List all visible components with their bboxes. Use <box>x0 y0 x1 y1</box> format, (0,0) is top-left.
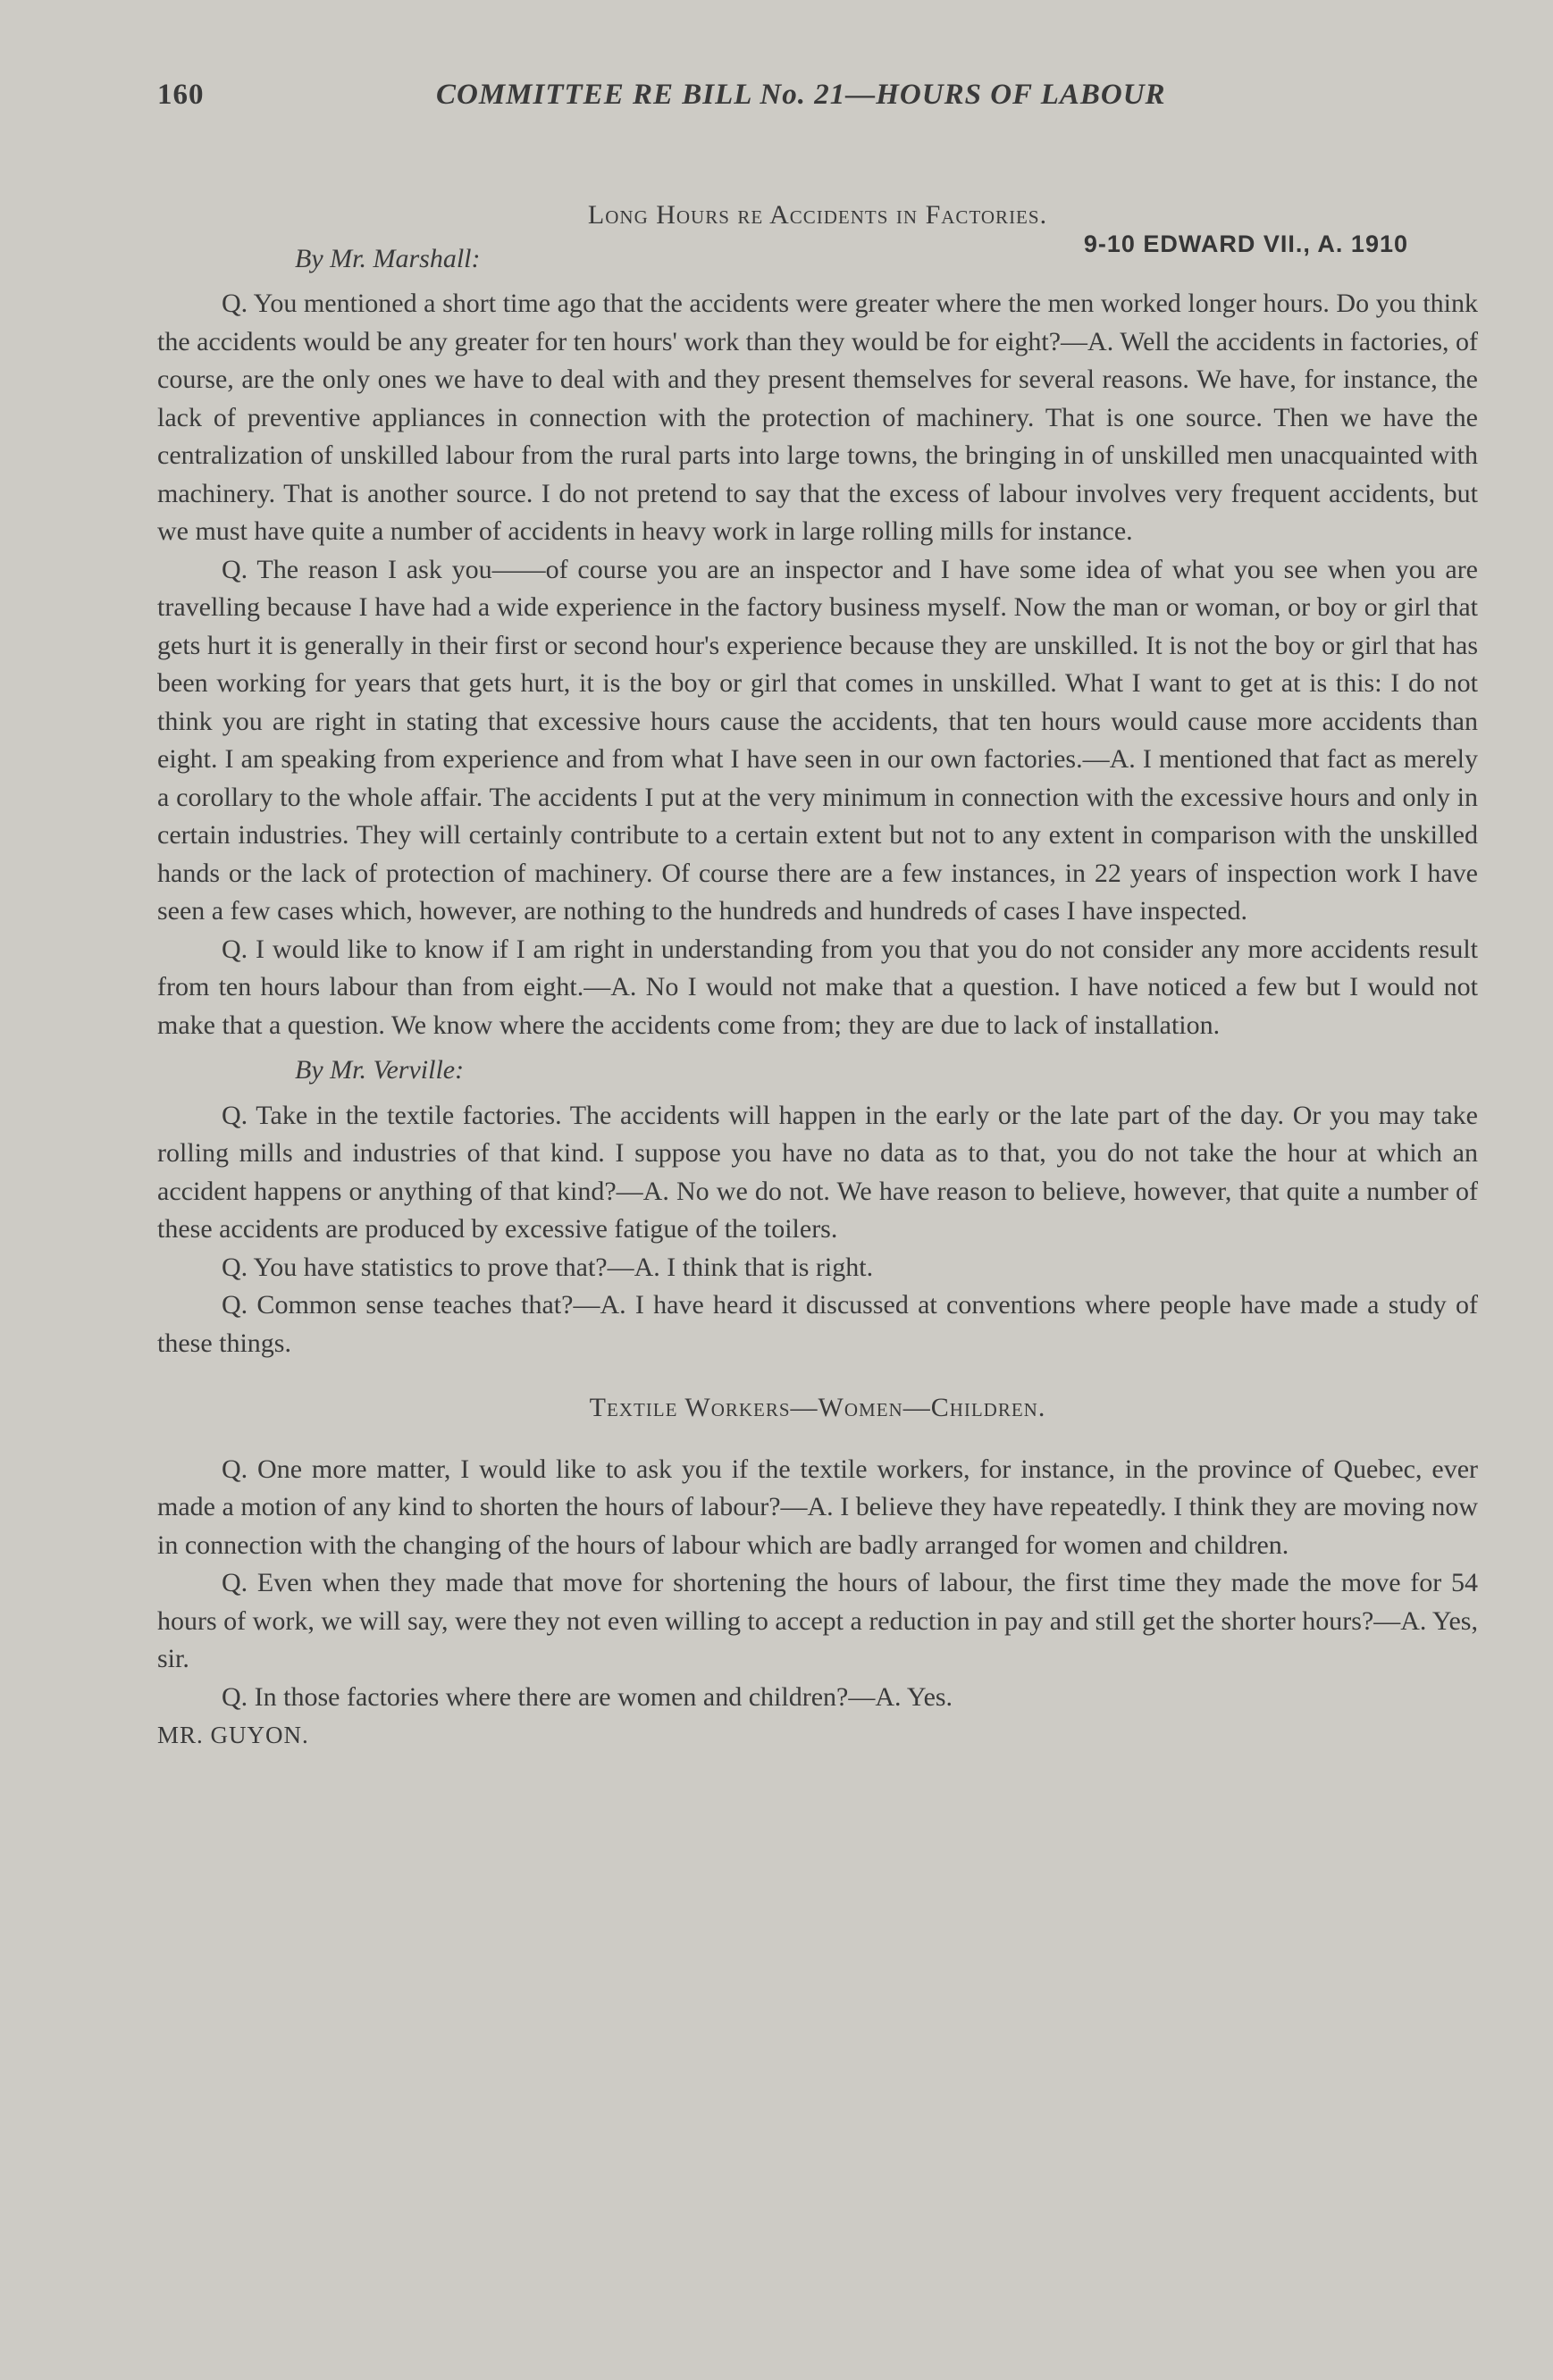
speaker-marshall: By Mr. Marshall: <box>295 243 481 273</box>
section-heading-textile: Textile Workers—Women—Children. <box>589 1393 1046 1422</box>
testimony-paragraph: Q. Take in the textile factories. The accidents will happen in the early or the late part of the day. Or you may take rolling mills and industries of that kind. I suppose you have no data as to that, you do not take the hour at which an accident happens or anything of that kind?—A. No we do not. We have reason to believe, however, that quite a number of these accidents are produced by excessive fatigue of the toilers. <box>157 1100 1478 1244</box>
testimony-paragraph: Q. The reason I ask you——of course you are an inspector and I have some idea of what you see when you are travelling because I have had a wide experience in the factory business myself. Now the man or woman, or boy or girl that gets hurt it is generally in their first or second hour's experience because they are unskilled. It is not the boy or girl that has been working for years that gets hurt, it is the boy or girl that comes in unskilled. What I want to get at is this: I do not think you are right in stating that excessive hours cause the accidents, that ten hours would cause more accidents than eight. I am speaking from experience and from what I have seen in our own factories.—A. I mentioned that fact as merely a corollary to the whole affair. The accidents I put at the very minimum in connection with the excessive hours and only in certain industries. They will certainly contribute to a certain extent but not to any extent in comparison with the unskilled hands or the lack of protection of machinery. Of course there are a few instances, in 22 years of inspection work I have seen a few cases which, however, are nothing to the hundreds and hundreds of cases I have inspected. <box>157 554 1478 926</box>
page-number: 160 <box>157 79 205 111</box>
testimony-paragraph: Q. I would like to know if I am right in understanding from you that you do not consider any more accidents result from ten hours labour than from eight.—A. No I would not make that a question. I have noticed a few but I would not make that a question. We know where the accidents come from; they are due to lack of installation. <box>157 934 1478 1040</box>
testimony-paragraph: Q. You mentioned a short time ago that the accidents were greater where the men worked longer hours. Do you think the accidents would be any greater for ten hours' work than they would be for eight?—A. Well the accidents in factories, of course, are the only ones we have to deal with and they present themselves for several reasons. We have, for instance, the lack of preventive appliances in connection with the protection of machinery. That is one source. Then we have the centralization of unskilled labour from the rural parts into large towns, the bringing in of unskilled men unacquainted with machinery. That is another source. I do not pretend to say that the excess of labour involves very frequent accidents, but we must have quite a number of accidents in heavy work in large rolling mills for instance. <box>157 289 1478 546</box>
testimony-paragraph: Q. One more matter, I would like to ask you if the textile workers, for instance, in the province of Quebec, ever made a motion of any kind to shorten the hours of labour?—A. I believe they have repeatedly. I think they are moving now in connection with the changing of the hours of labour which are badly arranged for women and children. <box>157 1454 1478 1560</box>
testimony-paragraph: Q. You have statistics to prove that?—A. I think that is right. <box>222 1252 874 1282</box>
session-line: 9-10 EDWARD VII., A. 1910 <box>1083 230 1408 257</box>
running-head: COMMITTEE RE BILL No. 21—HOURS OF LABOUR <box>436 79 1166 111</box>
section-heading-accidents: Long Hours re Accidents in Factories. <box>587 200 1048 230</box>
signoff-speaker: MR. GUYON. <box>157 1722 309 1748</box>
body-content <box>157 197 1478 1755</box>
testimony-paragraph: Q. In those factories where there are women and children?—A. Yes. <box>222 1681 953 1712</box>
speaker-verville: By Mr. Verville: <box>295 1055 465 1085</box>
testimony-paragraph: Q. Even when they made that move for shortening the hours of labour, the first time they made the move for 54 hours of work, we will say, were they not even willing to accept a reduction in pay and still get the shorter hours?—A. Yes, sir. <box>157 1568 1478 1673</box>
testimony-paragraph: Q. Common sense teaches that?—A. I have heard it discussed at conventions where people have made a study of these things. <box>157 1290 1478 1358</box>
